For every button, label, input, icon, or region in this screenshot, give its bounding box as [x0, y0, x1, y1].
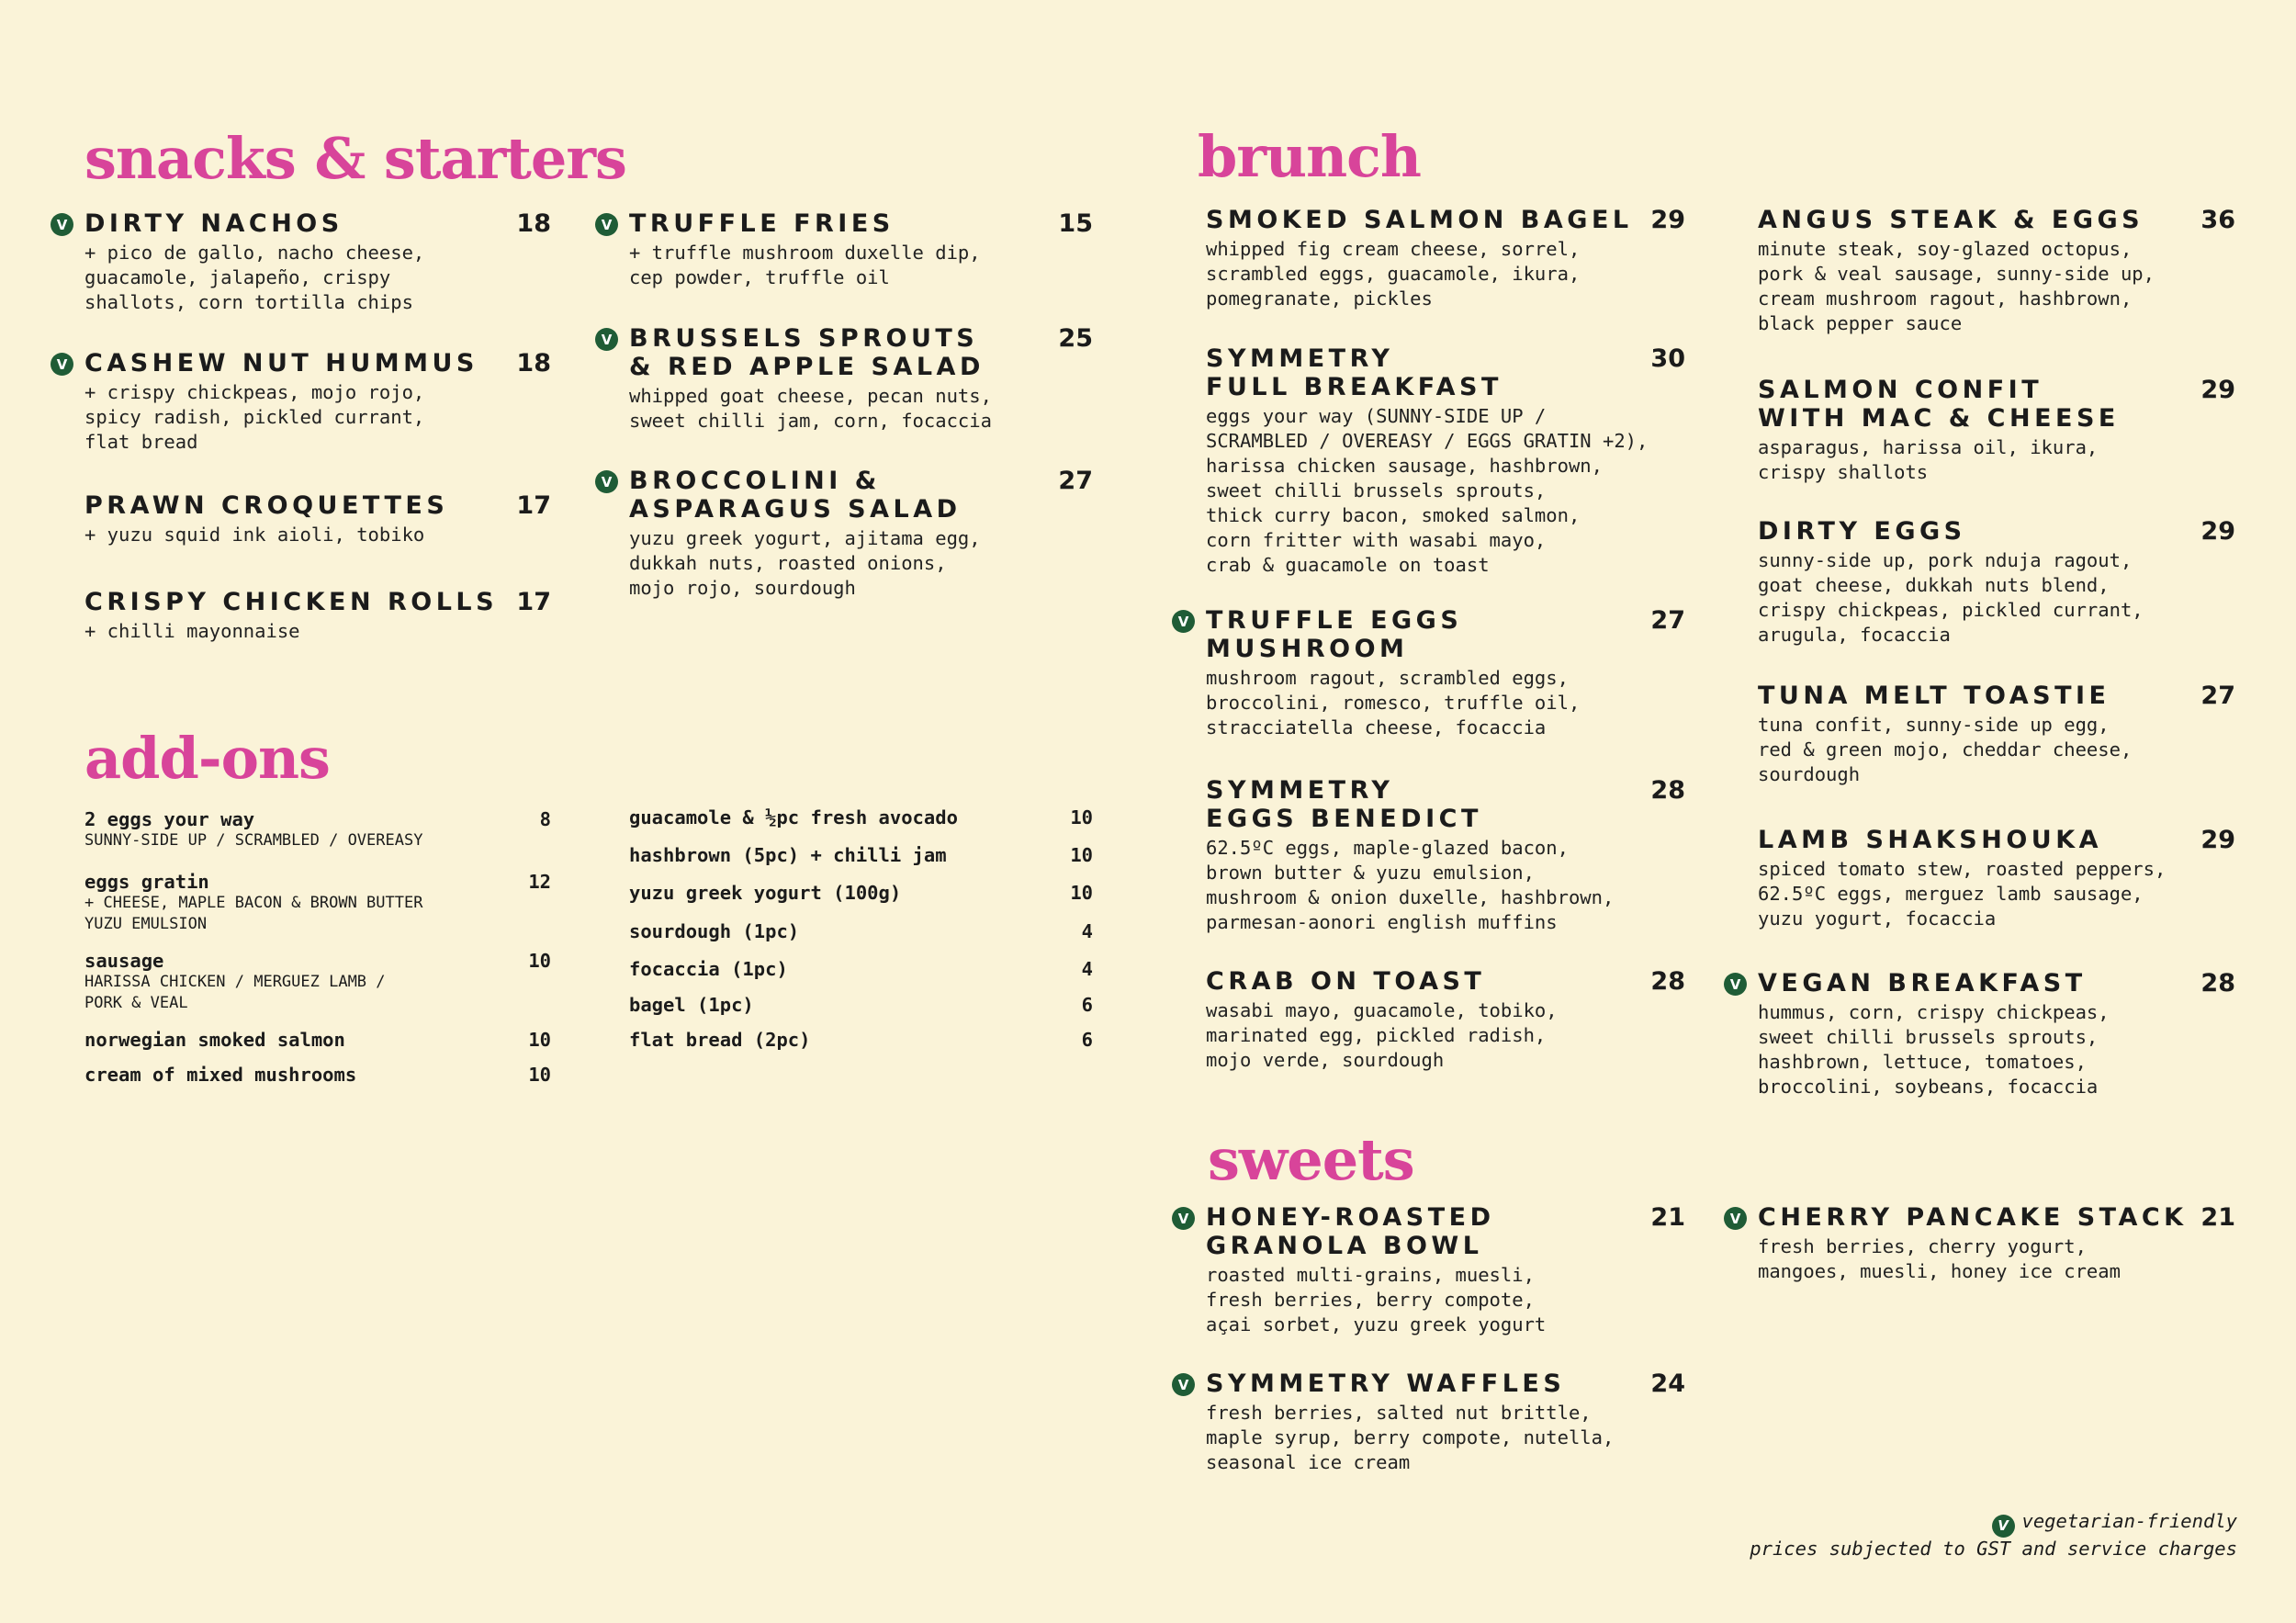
item-name: TRUFFLE EGGS MUSHROOM	[1206, 606, 1463, 663]
addon-price: 10	[528, 1064, 551, 1086]
menu-item	[1758, 517, 2235, 648]
addon-item	[629, 994, 1093, 1016]
section-title-addons: add-ons	[84, 725, 330, 792]
item-price: 27	[2200, 682, 2235, 710]
item-description: whipped goat cheese, pecan nuts, sweet chilli jam, corn, focaccia	[629, 385, 992, 432]
addon-item	[84, 950, 551, 1014]
menu-item	[1758, 376, 2235, 485]
footer-note: prices subjected to GST and service charges	[1750, 1538, 2237, 1560]
addon-price: 6	[1081, 1029, 1093, 1051]
addon-price: 12	[528, 871, 551, 893]
item-name: BRUSSELS SPROUTS & RED APPLE SALAD	[629, 324, 985, 381]
item-name: DIRTY EGGS	[1758, 517, 1966, 546]
addon-options: + CHEESE, MAPLE BACON & BROWN BUTTER YUZU EMULSION	[84, 894, 423, 933]
menu-item	[1758, 826, 2235, 931]
footer	[1750, 1507, 2237, 1562]
menu-item	[1177, 606, 1685, 740]
addon-name: 2 eggs your way	[84, 808, 255, 830]
item-name: CASHEW NUT HUMMUS	[84, 349, 478, 378]
item-description: 62.5ºC eggs, maple-glazed bacon, brown butter & yuzu emulsion, mushroom & onion duxelle, hashbrown, parmesan-aonori english muffins	[1206, 837, 1615, 933]
item-price: 18	[516, 209, 551, 238]
item-price: 21	[2200, 1203, 2235, 1232]
item-description: roasted multi-grains, muesli, fresh berries, berry compote, açai sorbet, yuzu greek yogurt	[1206, 1264, 1547, 1336]
addon-name: bagel (1pc)	[629, 994, 754, 1016]
veg-icon: V	[1724, 1207, 1747, 1230]
addon-price: 10	[528, 1029, 551, 1051]
item-price: 29	[2200, 517, 2235, 546]
item-name: SMOKED SALMON BAGEL	[1206, 206, 1633, 234]
addon-item	[84, 871, 551, 935]
item-price: 17	[516, 588, 551, 616]
menu-item	[56, 349, 551, 455]
item-name: CRAB ON TOAST	[1206, 967, 1486, 996]
addon-options: SUNNY-SIDE UP / SCRAMBLED / OVEREASY	[84, 831, 423, 850]
item-price: 29	[2200, 376, 2235, 404]
item-price: 25	[1058, 324, 1093, 353]
addon-item	[84, 1064, 551, 1086]
addon-name: eggs gratin	[84, 871, 209, 893]
item-price: 28	[1650, 776, 1685, 805]
item-name: SYMMETRY WAFFLES	[1206, 1369, 1566, 1398]
menu-item	[601, 467, 1093, 601]
item-name: TUNA MELT TOASTIE	[1758, 682, 2110, 710]
item-name: HONEY-ROASTED GRANOLA BOWL	[1206, 1203, 1495, 1260]
item-description: + chilli mayonnaise	[84, 620, 300, 642]
item-name: DIRTY NACHOS	[84, 209, 343, 238]
menu-item	[601, 209, 1093, 290]
footer-legend	[1750, 1507, 2237, 1535]
item-price: 18	[516, 349, 551, 378]
item-description: eggs your way (SUNNY-SIDE UP / SCRAMBLED / OVEREASY / EGGS GRATIN +2), harissa chicken sausage, hashbrown, sweet chilli brussels sprouts, thick curry bacon, smoked salmon, corn fritter with wasabi mayo, crab & guacamole on toast	[1206, 405, 1649, 576]
item-price: 29	[1650, 206, 1685, 234]
menu-item	[1729, 969, 2235, 1099]
addon-price: 10	[1070, 882, 1093, 904]
addon-name: yuzu greek yogurt (100g)	[629, 882, 902, 904]
menu-item	[601, 324, 1093, 434]
addon-name: cream of mixed mushrooms	[84, 1064, 357, 1086]
menu-item	[1729, 1203, 2235, 1284]
veg-icon: V	[595, 213, 618, 236]
item-description: + crispy chickpeas, mojo rojo, spicy radish, pickled currant, flat bread	[84, 381, 425, 453]
menu-item	[1177, 1203, 1685, 1337]
menu-item	[56, 209, 551, 315]
menu-item	[1206, 344, 1685, 578]
veg-icon: V	[595, 470, 618, 493]
addon-name: hashbrown (5pc) + chilli jam	[629, 844, 947, 866]
menu-item	[1206, 967, 1685, 1073]
addon-item	[629, 958, 1093, 980]
addon-item	[629, 844, 1093, 866]
item-description: spiced tomato stew, roasted peppers, 62.5ºC eggs, merguez lamb sausage, yuzu yogurt, focaccia	[1758, 858, 2167, 930]
item-name: SYMMETRY FULL BREAKFAST	[1206, 344, 1503, 401]
addon-item	[84, 808, 551, 851]
addon-price: 8	[539, 808, 551, 830]
veg-icon: V	[1992, 1515, 2015, 1538]
item-description: + pico de gallo, nacho cheese, guacamole, jalapeño, crispy shallots, corn tortilla chips	[84, 242, 425, 313]
item-description: hummus, corn, crispy chickpeas, sweet chilli brussels sprouts, hashbrown, lettuce, tomatoes, broccolini, soybeans, focaccia	[1758, 1001, 2110, 1098]
section-title-brunch: brunch	[1198, 123, 1421, 190]
menu-item	[1206, 206, 1685, 311]
item-description: tuna confit, sunny-side up egg, red & green mojo, cheddar cheese, sourdough	[1758, 714, 2133, 785]
item-price: 24	[1650, 1369, 1685, 1398]
item-price: 17	[516, 491, 551, 520]
addon-price: 4	[1081, 920, 1093, 942]
veg-icon: V	[1724, 973, 1747, 996]
item-description: mushroom ragout, scrambled eggs, broccolini, romesco, truffle oil, stracciatella cheese, focaccia	[1206, 667, 1581, 738]
item-description: asparagus, harissa oil, ikura, crispy shallots	[1758, 436, 2099, 483]
item-description: + yuzu squid ink aioli, tobiko	[84, 524, 425, 546]
menu-item	[1206, 776, 1685, 935]
addon-item	[84, 1029, 551, 1051]
addon-name: flat bread (2pc)	[629, 1029, 811, 1051]
item-price: 27	[1058, 467, 1093, 495]
addon-options: HARISSA CHICKEN / MERGUEZ LAMB / PORK & VEAL	[84, 973, 386, 1012]
addon-name: sausage	[84, 950, 164, 972]
item-name: TRUFFLE FRIES	[629, 209, 895, 238]
legend-text: vegetarian-friendly	[2021, 1510, 2237, 1532]
addon-name: norwegian smoked salmon	[84, 1029, 345, 1051]
section-title-sweets: sweets	[1208, 1126, 1414, 1193]
item-description: whipped fig cream cheese, sorrel, scrambled eggs, guacamole, ikura, pomegranate, pickles	[1206, 238, 1581, 310]
item-price: 21	[1650, 1203, 1685, 1232]
item-description: sunny-side up, pork nduja ragout, goat cheese, dukkah nuts blend, crispy chickpeas, pickled currant, arugula, focaccia	[1758, 549, 2144, 646]
item-price: 30	[1650, 344, 1685, 373]
item-price: 15	[1058, 209, 1093, 238]
item-name: SALMON CONFIT WITH MAC & CHEESE	[1758, 376, 2120, 433]
addon-price: 10	[1070, 806, 1093, 828]
addon-price: 10	[528, 950, 551, 972]
menu-item	[1758, 206, 2235, 336]
addon-item	[629, 882, 1093, 904]
addon-name: guacamole & ½pc fresh avocado	[629, 806, 958, 828]
item-name: ANGUS STEAK & EGGS	[1758, 206, 2144, 234]
addon-price: 4	[1081, 958, 1093, 980]
item-price: 28	[2200, 969, 2235, 997]
addon-name: sourdough (1pc)	[629, 920, 800, 942]
item-description: wasabi mayo, guacamole, tobiko, marinated egg, pickled radish, mojo verde, sourdough	[1206, 999, 1558, 1071]
item-description: + truffle mushroom duxelle dip, cep powder, truffle oil	[629, 242, 981, 288]
addon-item	[629, 920, 1093, 942]
item-price: 36	[2200, 206, 2235, 234]
item-description: yuzu greek yogurt, ajitama egg, dukkah nuts, roasted onions, mojo rojo, sourdough	[629, 527, 981, 599]
item-description: fresh berries, cherry yogurt, mangoes, muesli, honey ice cream	[1758, 1235, 2121, 1282]
veg-icon: V	[595, 328, 618, 351]
veg-icon: V	[51, 353, 73, 376]
addon-price: 10	[1070, 844, 1093, 866]
item-name: BROCCOLINI & ASPARAGUS SALAD	[629, 467, 962, 524]
item-name: PRAWN CROQUETTES	[84, 491, 449, 520]
menu-item	[84, 588, 551, 644]
veg-icon: V	[1172, 1373, 1195, 1396]
menu-item	[84, 491, 551, 547]
item-description: minute steak, soy-glazed octopus, pork & veal sausage, sunny-side up, cream mushroom ragout, hashbrown, black pepper sauce	[1758, 238, 2155, 334]
menu-item	[1758, 682, 2235, 787]
addon-item	[629, 1029, 1093, 1051]
veg-icon: V	[1172, 1207, 1195, 1230]
addon-price: 6	[1081, 994, 1093, 1016]
item-name: CHERRY PANCAKE STACK	[1758, 1203, 2188, 1232]
section-title-snacks: snacks & starters	[84, 125, 626, 192]
item-price: 29	[2200, 826, 2235, 854]
item-price: 28	[1650, 967, 1685, 996]
veg-icon: V	[51, 213, 73, 236]
item-name: VEGAN BREAKFAST	[1758, 969, 2087, 997]
item-name: SYMMETRY EGGS BENEDICT	[1206, 776, 1482, 833]
item-price: 27	[1650, 606, 1685, 635]
item-name: CRISPY CHICKEN ROLLS	[84, 588, 499, 616]
addon-name: focaccia (1pc)	[629, 958, 788, 980]
addon-item	[629, 806, 1093, 828]
veg-icon: V	[1172, 610, 1195, 633]
item-description: fresh berries, salted nut brittle, maple syrup, berry compote, nutella, seasonal ice cream	[1206, 1402, 1615, 1473]
item-name: LAMB SHAKSHOUKA	[1758, 826, 2103, 854]
menu-item	[1177, 1369, 1685, 1475]
